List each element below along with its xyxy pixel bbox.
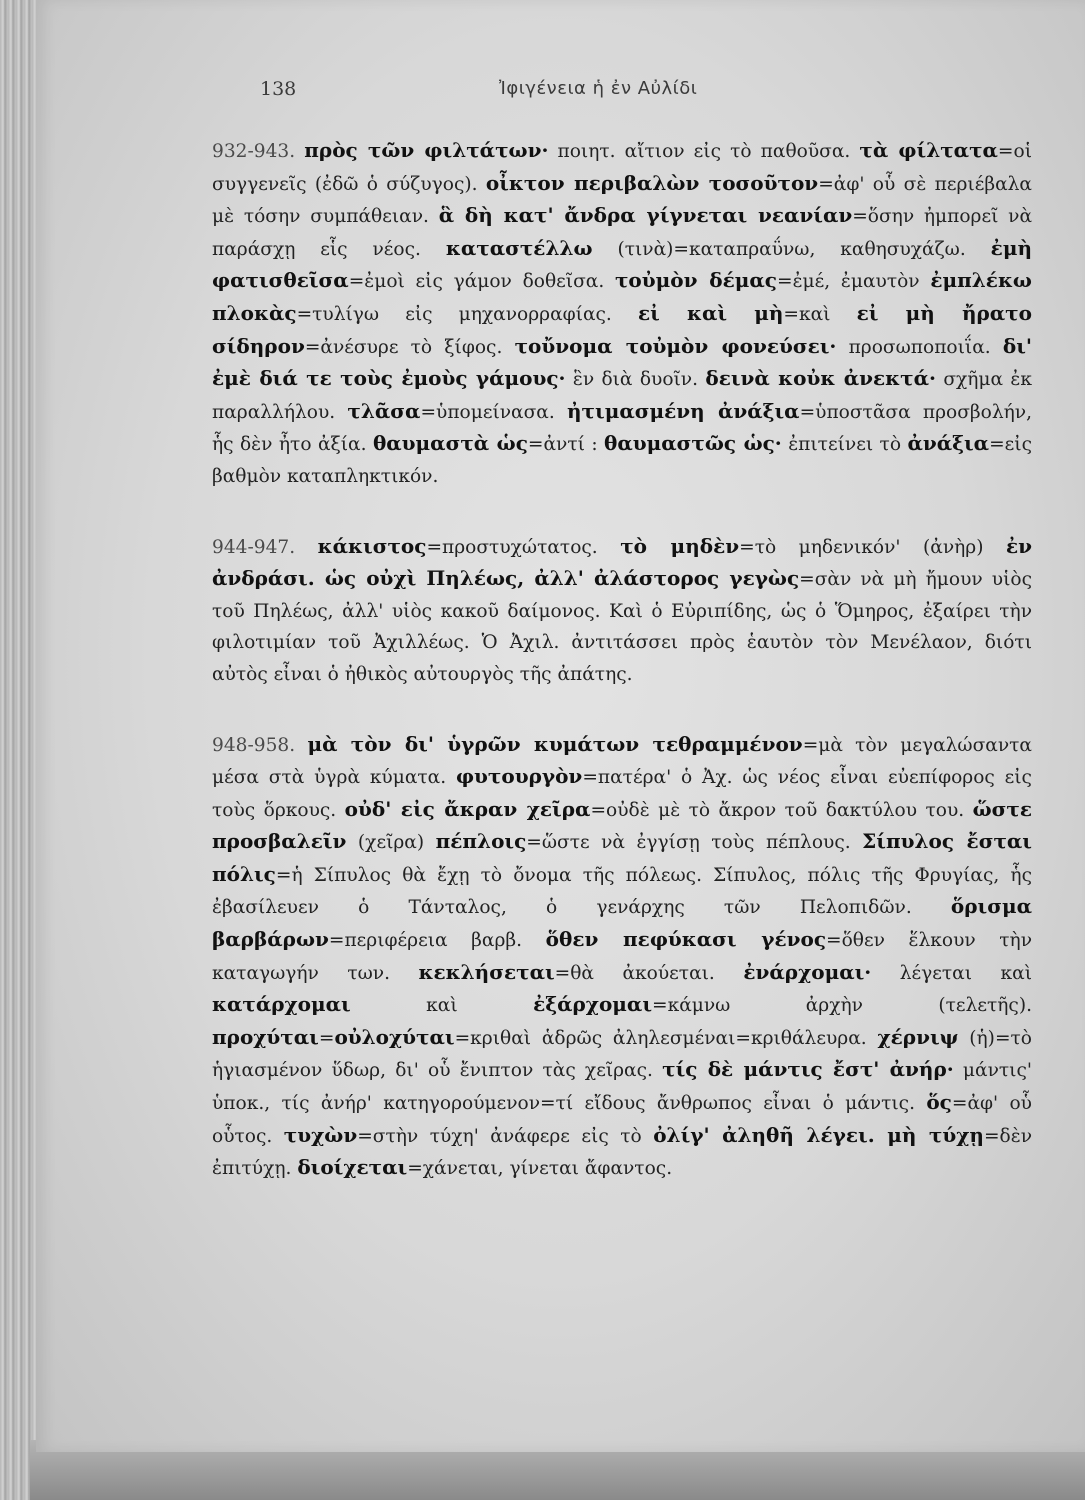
gloss-text: (ἡ)=τὸ ἡγιασμένον ὕδωρ, δι' οὗ ἔνιπτον τὰς χεῖρας.: [212, 1027, 1033, 1082]
gloss-text: σχῆμα ἐκ παραλλήλου.: [212, 369, 1032, 423]
lemma-text: ἃ δὴ κατ' ἄνδρα γίγνεται νεανίαν: [438, 203, 853, 228]
lemma-text: ἐνάρχομαι·: [743, 959, 872, 984]
lemma-text: χέρνιψ: [877, 1024, 959, 1049]
lemma-text: κεκλήσεται: [418, 959, 555, 984]
gloss-text: =ὑπομείνασα.: [420, 401, 568, 423]
gloss-text: =: [318, 1027, 335, 1049]
gloss-text: =ἀφ' οὗ σὲ περιέβαλα μὲ τόσην συμπάθειαν.: [212, 173, 1032, 228]
lemma-text: διοίχεται: [297, 1155, 408, 1180]
running-head: [36, 78, 1085, 108]
gloss-text: μάντις' ὑποκ., τίς ἀνήρ' κατηγορούμενον=τί εἴδους ἄνθρωπος εἶναι ὁ μάντις.: [212, 1060, 1032, 1115]
gloss-text: =στὴν τύχη' ἀνάφερε εἰς τὸ: [357, 1125, 654, 1147]
gloss-text: =οὐδὲ μὲ τὸ ἄκρον τοῦ δακτύλου του.: [590, 799, 973, 821]
gloss-text: =σὰν νὰ μὴ ἤμουν υἱὸς τοῦ Πηλέως, ἀλλ' υἱὸς κακοῦ δαίμονος. Καὶ ὁ Εὐριπίδης, ὡς ὁ Ὅμηρος, ἐξαίρει τὴν φιλοτιμίαν τοῦ Ἀχιλλέως. Ὁ Ἀχιλ. ἀντιτάσσει πρὸς ἑαυτὸν τὸν Μενέλαον, διότι αὐτὸς εἶναι ὁ ἠθικὸς αὐτουργὸς τῆς ἀπάτης.: [212, 569, 1032, 685]
lemma-text: θαυμαστὰ ὡς: [372, 431, 528, 456]
lemma-text: Σίπυλος ἔσται πόλις: [212, 829, 1032, 886]
lemma-text: πρὸς τῶν φιλτάτων·: [304, 138, 549, 162]
gloss-text: =τυλίγω εἰς μηχανορραφίας.: [296, 303, 638, 325]
lemma-text: ὀλίγ' ἀληθῆ λέγει. μὴ τύχῃ: [653, 1122, 984, 1147]
lemma-text: προχύται: [212, 1024, 319, 1049]
lemma-text: ἠτιμασμένη ἀνάξια: [567, 398, 800, 423]
gloss-text: ἓν διὰ δυοῖν.: [565, 369, 706, 391]
gloss-text: =περιφέρεια βαρβ.: [328, 930, 546, 952]
gloss-text: =οἱ συγγενεῖς (ἐδῶ ὁ σύζυγος).: [212, 141, 1032, 195]
gloss-text: =δὲν ἐπιτύχῃ.: [212, 1125, 1033, 1180]
lemma-text: ἐξάρχομαι: [533, 992, 652, 1017]
gloss-text: =τὸ μηδενικόν' (ἀνὴρ): [739, 536, 1006, 558]
gloss-text: =ἀνέσυρε τὸ ξίφος.: [304, 336, 515, 358]
lemma-text: κάκιστος: [317, 533, 427, 558]
lemma-text: μὰ τὸν δι' ὑγρῶν κυμάτων τεθραμμένον: [307, 731, 803, 756]
verse-reference: 944-947.: [212, 536, 318, 558]
gloss-text: =καὶ: [783, 303, 857, 325]
lemma-text: δι' ἐμὲ διά τε τοὺς ἐμοὺς γάμους·: [212, 333, 1032, 391]
gloss-text: =κριθαὶ ἁδρῶς ἀληλεσμέναι=κριθάλευρα.: [454, 1027, 878, 1049]
gloss-text: ποιητ. αἴτιον εἰς τὸ παθοῦσα.: [548, 141, 860, 162]
lemma-text: καταστέλλω: [445, 235, 593, 260]
lemma-text: πέπλοις: [435, 829, 527, 854]
lemma-text: θαυμαστῶς ὡς·: [604, 431, 782, 456]
gloss-text: =ὥστε νὰ ἐγγίσῃ τοὺς πέπλους.: [526, 832, 863, 854]
gloss-text: =ὑποστᾶσα προσβολήν, ἧς δὲν ἦτο ἀξία.: [212, 401, 1033, 456]
gloss-text: =προστυχώτατος.: [426, 536, 621, 558]
lemma-text: ἐμὴ φατισθεῖσα: [212, 235, 1032, 293]
gloss-text: =εἰς βαθμὸν καταπληκτικόν.: [212, 434, 1032, 487]
gloss-text: =χάνεται, γίνεται ἄφαντος.: [407, 1158, 673, 1180]
lemma-text: τὰ φίλτατα: [859, 138, 998, 162]
page-number: 138: [260, 78, 297, 100]
lemma-text: οὐλοχύται: [334, 1024, 455, 1049]
commentary-body: [212, 135, 1032, 1185]
gloss-text: καὶ: [350, 995, 534, 1017]
gloss-text: =ἡ Σίπυλος θὰ ἔχῃ τὸ ὄνομα τῆς πόλεως. Σίπυλος, πόλις τῆς Φρυγίας, ἧς ἐβασίλευεν ὁ Τάνταλος, ὁ γενάρχης τῶν Πελοπιδῶν.: [212, 864, 1032, 919]
gloss-text: =μὰ τὸν μεγαλώσαντα μέσα στὰ ὑγρὰ κύματα.: [212, 734, 1032, 789]
lemma-text: ἐν ἀνδράσι. ὡς οὐχὶ Πηλέως, ἀλλ' ἀλάστορος γεγὼς: [212, 533, 1032, 591]
gloss-text: =ἀντί :: [527, 434, 605, 456]
lemma-text: τυχὼν: [283, 1122, 358, 1147]
lemma-text: ὅρισμα βαρβάρων: [212, 894, 1032, 952]
gloss-text: (τινὰ)=καταπραΰνω, καθησυχάζω.: [592, 238, 991, 260]
lemma-text: τοὔνομα τοὐμὸν φονεύσει·: [514, 333, 837, 358]
gloss-text: =πατέρα' ὁ Ἀχ. ὡς νέος εἶναι εὐεπίφορος εἰς τοὺς ὅρκους.: [212, 767, 1032, 821]
commentary-note: [212, 531, 1032, 691]
commentary-note: [212, 135, 1032, 493]
lemma-text: δεινὰ κοὐκ ἀνεκτά·: [705, 366, 936, 391]
lemma-text: κατάρχομαι: [212, 992, 351, 1017]
gloss-text: λέγεται καὶ: [871, 962, 1032, 984]
lemma-text: οἶκτον περιβαλὼν τοσοῦτον: [485, 170, 819, 195]
book-title: Ἰφιγένεια ἡ ἐν Αὐλίδι: [499, 78, 698, 99]
gloss-text: (χεῖρα): [346, 832, 436, 854]
gloss-text: ἐπιτείνει τὸ: [781, 434, 908, 456]
lemma-text: εἰ καὶ μὴ: [637, 300, 784, 325]
gloss-text: =ὅσην ἠμπορεῖ νὰ παράσχῃ εἷς νέος.: [212, 206, 1033, 260]
verse-reference: 932-943.: [212, 141, 305, 162]
lemma-text: ἐμπλέκω πλοκὰς: [212, 268, 1032, 325]
gloss-text: =κάμνω ἀρχὴν (τελετῆς).: [652, 995, 1032, 1017]
lemma-text: ὅς: [926, 1090, 952, 1115]
lemma-text: ὅθεν πεφύκασι γένος: [545, 927, 826, 952]
gloss-text: =ὅθεν ἕλκουν τὴν καταγωγήν των.: [212, 930, 1032, 984]
gloss-text: =θὰ ἀκούεται.: [554, 962, 744, 984]
lemma-text: εἰ μὴ ἤρατο σίδηρον: [212, 300, 1032, 358]
gloss-text: =ἀφ' οὗ οὗτος.: [212, 1093, 1032, 1147]
book-page-edges: [0, 0, 40, 1500]
lemma-text: φυτουργὸν: [455, 764, 583, 789]
lemma-text: τίς δὲ μάντις ἔστ' ἀνήρ·: [662, 1057, 954, 1082]
lemma-text: ὥστε προσβαλεῖν: [212, 796, 1033, 854]
lemma-text: τοὐμὸν δέμας: [614, 268, 777, 293]
gloss-text: προσωποποιΐα.: [836, 336, 1003, 358]
verse-reference: 948-958.: [212, 734, 308, 756]
gloss-text: =ἐμοὶ εἰς γάμον δοθεῖσα.: [348, 271, 615, 293]
lemma-text: οὐδ' εἰς ἄκραν χεῖρα: [344, 796, 591, 821]
lemma-text: τλᾶσα: [347, 398, 421, 423]
commentary-note: [212, 729, 1032, 1185]
lemma-text: τὸ μηδὲν: [620, 533, 740, 558]
gloss-text: =ἐμέ, ἐμαυτὸν: [776, 271, 931, 293]
lemma-text: ἀνάξια: [907, 431, 990, 456]
